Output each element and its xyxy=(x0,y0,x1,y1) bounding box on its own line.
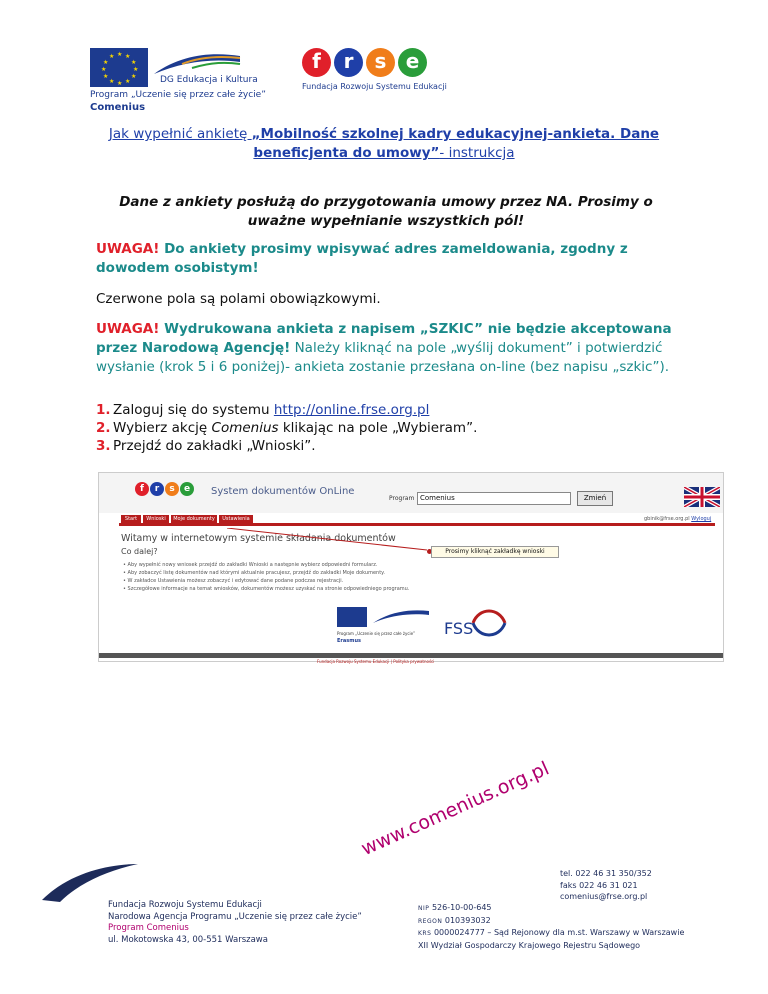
footer-krs xyxy=(418,927,684,940)
welcome-heading: Witamy w internetowym systemie składania dokumentów xyxy=(121,533,396,544)
frse-letter-e: e xyxy=(398,48,427,77)
user-email xyxy=(644,516,711,522)
required-fields-note: Czerwone pola są polami obowiązkowymi. xyxy=(96,291,381,307)
list-item: • Aby wypełnić nowy wniosek przejdź do zakładki Wnioski a następnie wybierz odpowiedni formularz. xyxy=(123,562,378,568)
mini-eu-flag xyxy=(337,607,367,627)
warning-bold-text: Wydrukowana ankieta z napisem „SZKIC” nie będzie akceptowana przez Narodową Agencję! xyxy=(96,321,672,356)
footer-org-line: Narodowa Agencja Programu „Uczenie się przez całe życie” xyxy=(108,911,362,922)
footer-email[interactable]: comenius@frse.org.pl xyxy=(560,892,648,901)
list-item: • Szczegółowe informacje na temat wniosków, dokumentów możesz uzyskać na stronie odpowiedniego programu. xyxy=(123,586,410,592)
next-steps-list xyxy=(123,561,409,593)
list-item-text: Szczegółowe informacje na temat wniosków, dokumentów możesz uzyskać na stronie odpowiedniego programu. xyxy=(127,586,410,592)
step-number: 1. xyxy=(96,402,111,418)
step-number: 3. xyxy=(96,438,111,454)
steps-list xyxy=(96,401,477,455)
mini-frse-logo xyxy=(135,482,194,496)
tab-start[interactable]: Start xyxy=(121,515,141,524)
regon-label: REGON xyxy=(418,917,443,925)
screenshot-footer-links[interactable]: Fundacja Rozwoju Systemu Edukacji | Polityka prywatności xyxy=(317,659,435,664)
program-select[interactable]: Comenius xyxy=(417,492,571,505)
nav-underline xyxy=(119,523,715,526)
step-item xyxy=(96,401,477,419)
step-text: Przejdź do zakładki „Wnioski”. xyxy=(113,438,316,454)
step-italic: Comenius xyxy=(211,420,279,436)
mini-program-caption: Program „Uczenie się przez całe życie” xyxy=(337,631,416,636)
fss-logo-mark xyxy=(469,603,509,643)
footer-krs-line2: XII Wydział Gospodarczy Krajowego Rejestru Sądowego xyxy=(418,940,641,950)
step-text: Wybierz akcję xyxy=(113,420,212,436)
warning-label: UWAGA! xyxy=(96,321,160,337)
frse-subtitle: Fundacja Rozwoju Systemu Edukacji xyxy=(302,82,447,91)
krs-value: 0000024777 – Sąd Rejonowy dla m.st. Warszawy w Warszawie xyxy=(433,928,685,937)
list-item-text: Aby wypełnić nowy wniosek przejdź do zakładki Wnioski a następnie wybierz odpowiedni formularz. xyxy=(127,562,378,568)
page-title xyxy=(108,125,660,163)
change-button[interactable]: Zmień xyxy=(577,491,613,506)
nip-label: NIP xyxy=(418,905,430,912)
system-screenshot xyxy=(98,472,724,662)
system-link[interactable]: http://online.frse.org.pl xyxy=(273,402,430,418)
next-steps-heading: Co dalej? xyxy=(121,547,158,556)
system-title: System dokumentów OnLine xyxy=(211,486,355,497)
footer-fax: faks 022 46 31 021 xyxy=(560,880,638,890)
mini-frse-letter: f xyxy=(135,482,149,496)
logout-link[interactable]: Wyloguj xyxy=(691,516,712,522)
screenshot-bottombar xyxy=(99,653,723,658)
dg-caption: DG Edukacja i Kultura xyxy=(160,75,258,85)
footer-tel: tel. 022 46 31 350/352 xyxy=(560,869,652,878)
warning-draft xyxy=(96,320,676,377)
intro-note: Dane z ankiety posłużą do przygotowania umowy przez NA. Prosimy o uważne wypełnianie wszystkich pól! xyxy=(119,194,653,229)
frse-letter-r: r xyxy=(334,48,363,77)
dg-swoosh-logo xyxy=(152,50,242,76)
warning-label: UWAGA! xyxy=(96,241,160,257)
fss-logo-text: FSS xyxy=(444,619,474,638)
step-item xyxy=(96,437,477,455)
frse-letter-s: s xyxy=(366,48,395,77)
mini-frse-letter: e xyxy=(180,482,194,496)
frse-logo xyxy=(302,48,427,77)
list-item-text: W zakładce Ustawienia możesz zobaczyć i edytować dane podane podczas rejestracji. xyxy=(127,578,344,584)
comenius-caption: Comenius xyxy=(90,102,146,113)
footer-swoosh-logo xyxy=(40,862,140,902)
regon-value: 010393032 xyxy=(444,915,491,925)
email-text: gbinik@frse.org.pl xyxy=(644,516,690,522)
uk-flag-icon[interactable] xyxy=(684,487,720,507)
list-item: • Aby zobaczyć listę dokumentów nad którymi aktualnie pracujesz, przejdź do zakładki Moje dokumenty. xyxy=(123,570,386,576)
program-caption: Program „Uczenie się przez całe życie” xyxy=(90,90,266,100)
footer-nip xyxy=(418,902,684,915)
warning-normal-text: Należy kliknąć na pole „wyślij dokument” i potwierdzić wysłanie (krok 5 i 6 poniżej)- ankieta zostanie przesłana on-line (bez napisu „szkic”). xyxy=(96,340,670,375)
footer-contact xyxy=(560,868,652,903)
program-label: Program xyxy=(389,495,415,502)
mini-frse-letter: s xyxy=(165,482,179,496)
step-number: 2. xyxy=(96,420,111,436)
callout-box: Prosimy kliknąć zakładkę wnioski xyxy=(431,546,559,558)
tab-wnioski[interactable]: Wnioski xyxy=(143,515,169,524)
title-prefix: Jak wypełnić ankietę xyxy=(108,126,252,142)
title-suffix: - instrukcja xyxy=(439,145,515,161)
footer-website[interactable]: www.comenius.org.pl xyxy=(358,757,553,861)
eu-flag-logo: ★ ★ ★ ★ ★ ★ ★ ★ ★ ★ ★ ★ xyxy=(90,48,148,87)
footer-org-line: Fundacja Rozwoju Systemu Edukacji xyxy=(108,900,262,910)
list-item: • W zakładce Ustawienia możesz zobaczyć i edytować dane podane podczas rejestracji. xyxy=(123,578,344,584)
step-item xyxy=(96,419,477,437)
title-bold: „Mobilność szkolnej kadry edukacyjnej-ankieta. Dane beneficjenta do umowy” xyxy=(251,126,660,161)
mini-erasmus-caption: Erasmus xyxy=(337,638,361,644)
footer-address-line: ul. Mokotowska 43, 00-551 Warszawa xyxy=(108,934,268,945)
krs-label: KRS xyxy=(418,930,432,937)
warning-text: Do ankiety prosimy wpisywać adres zameldowania, zgodny z dowodem osobistym! xyxy=(96,241,628,276)
tab-moje-dokumenty[interactable]: Moje dokumenty xyxy=(171,515,217,524)
callout-connector xyxy=(227,528,427,552)
tab-ustawienia[interactable]: Ustawienia xyxy=(219,515,253,524)
mini-frse-letter: r xyxy=(150,482,164,496)
footer-registration xyxy=(418,902,684,951)
frse-letter-f: f xyxy=(302,48,331,77)
warning-address xyxy=(96,240,676,278)
mini-dg-swoosh xyxy=(371,607,431,625)
footer-program-line: Program Comenius xyxy=(108,923,189,933)
nip-value: 526-10-00-645 xyxy=(431,903,492,912)
footer-organization xyxy=(108,900,362,946)
list-item-text: Aby zobaczyć listę dokumentów nad którymi aktualnie pracujesz, przejdź do zakładki Moje dokumenty. xyxy=(127,570,386,576)
step-text: Zaloguj się do systemu xyxy=(113,402,274,418)
footer-regon xyxy=(418,915,684,928)
step-text: klikając na pole „Wybieram”. xyxy=(278,420,478,436)
